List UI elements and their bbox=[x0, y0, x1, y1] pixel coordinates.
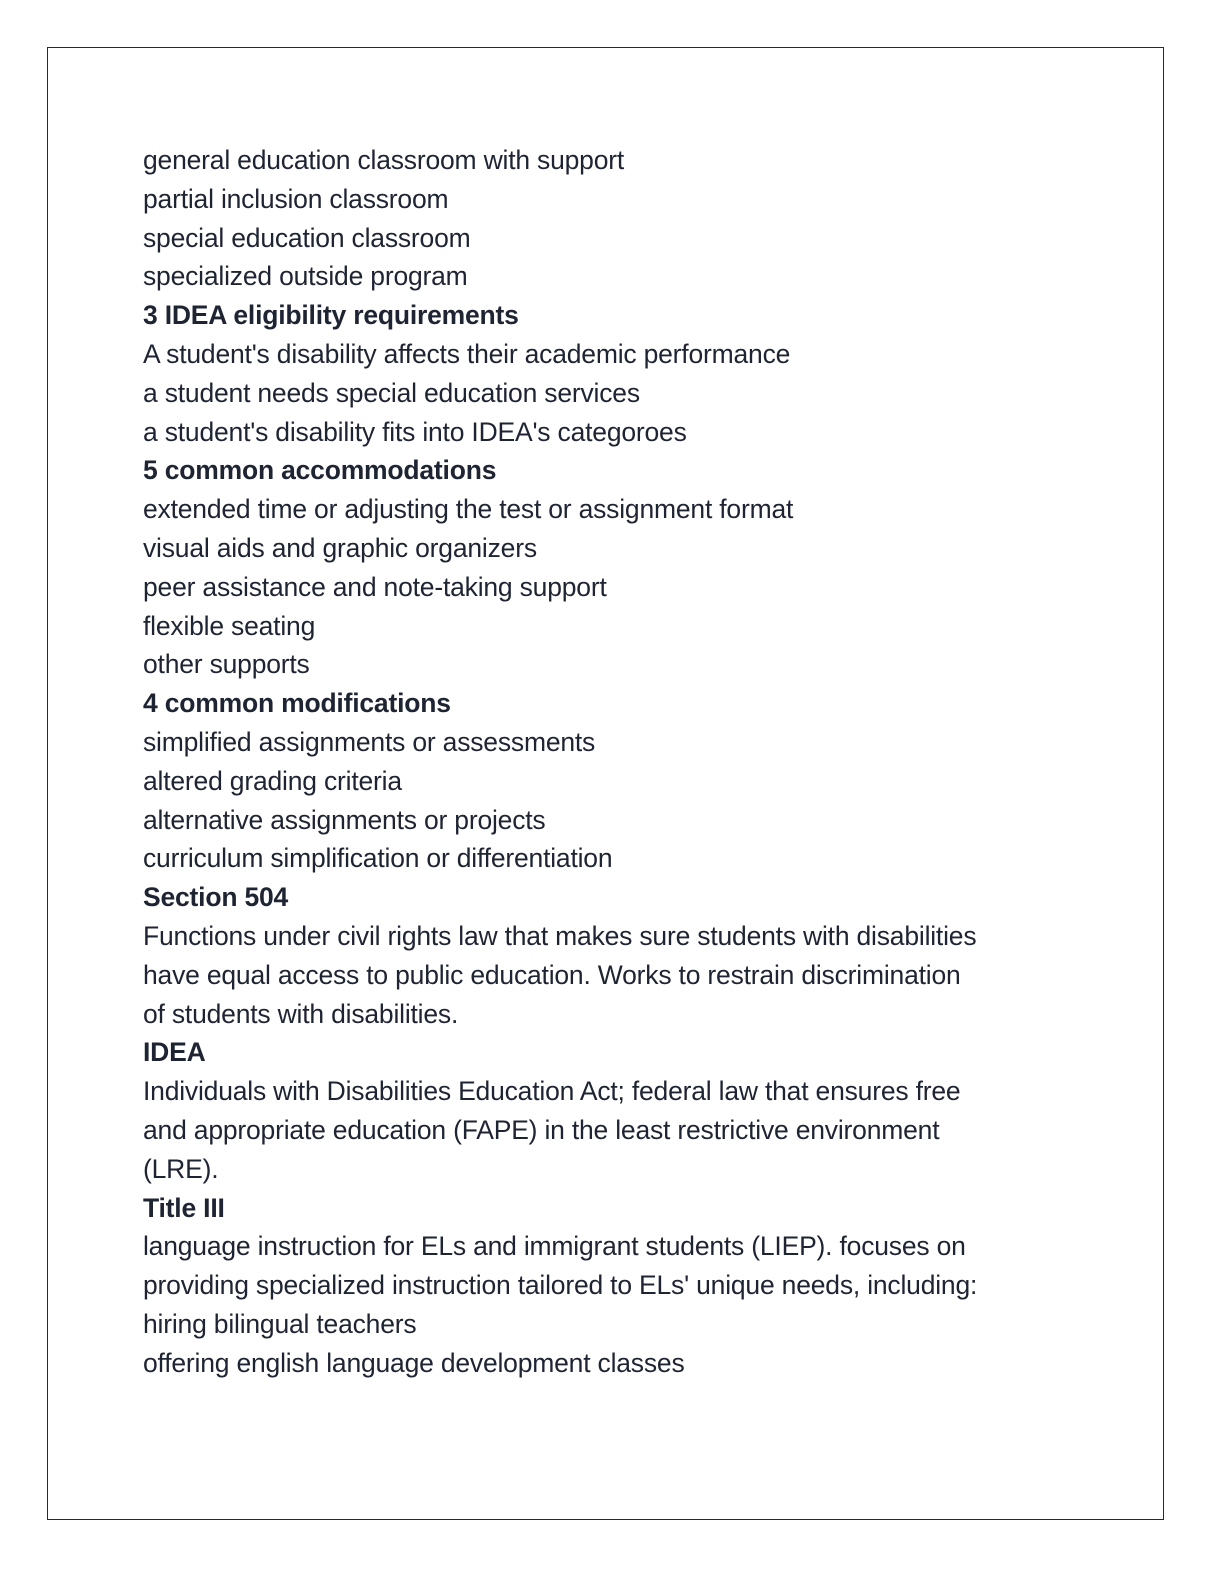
idea-text: Individuals with Disabilities Education Act; federal law that ensures free bbox=[143, 1076, 961, 1107]
section-504-text: have equal access to public education. Works to restrain discrimination bbox=[143, 959, 961, 990]
heading-modifications: 4 common modifications bbox=[143, 688, 451, 719]
accommodation-item: peer assistance and note-taking support bbox=[143, 571, 607, 602]
text-line: specialized outside program bbox=[143, 261, 468, 292]
text-line: partial inclusion classroom bbox=[143, 183, 449, 214]
modification-item: simplified assignments or assessments bbox=[143, 726, 596, 757]
title-iii-text: offering english language development classes bbox=[143, 1347, 685, 1378]
title-iii-text: hiring bilingual teachers bbox=[143, 1308, 417, 1339]
heading-title-iii: Title III bbox=[143, 1192, 225, 1223]
modification-item: altered grading criteria bbox=[143, 765, 402, 796]
accommodation-item: visual aids and graphic organizers bbox=[143, 532, 537, 563]
eligibility-item: A student's disability affects their academic performance bbox=[143, 338, 791, 369]
document-body bbox=[143, 141, 1073, 1383]
modification-item: curriculum simplification or differentiation bbox=[143, 843, 613, 874]
text-line: special education classroom bbox=[143, 222, 471, 253]
idea-text: (LRE). bbox=[143, 1153, 219, 1184]
idea-text: and appropriate education (FAPE) in the least restrictive environment bbox=[143, 1114, 940, 1145]
title-iii-text: providing specialized instruction tailored to ELs' unique needs, including: bbox=[143, 1270, 978, 1301]
eligibility-item: a student's disability fits into IDEA's categoroes bbox=[143, 416, 687, 447]
title-iii-text: language instruction for ELs and immigrant students (LIEP). focuses on bbox=[143, 1231, 966, 1262]
heading-eligibility: 3 IDEA eligibility requirements bbox=[143, 300, 519, 331]
section-504-text: of students with disabilities. bbox=[143, 998, 459, 1029]
accommodation-item: other supports bbox=[143, 649, 310, 680]
modification-item: alternative assignments or projects bbox=[143, 804, 546, 835]
accommodation-item: extended time or adjusting the test or assignment format bbox=[143, 494, 794, 525]
eligibility-item: a student needs special education services bbox=[143, 377, 640, 408]
text-line: general education classroom with support bbox=[143, 145, 625, 175]
heading-accommodations: 5 common accommodations bbox=[143, 455, 497, 486]
accommodation-item: flexible seating bbox=[143, 610, 316, 641]
heading-idea: IDEA bbox=[143, 1037, 206, 1068]
section-504-text: Functions under civil rights law that makes sure students with disabilities bbox=[143, 920, 977, 951]
heading-section-504: Section 504 bbox=[143, 882, 289, 913]
